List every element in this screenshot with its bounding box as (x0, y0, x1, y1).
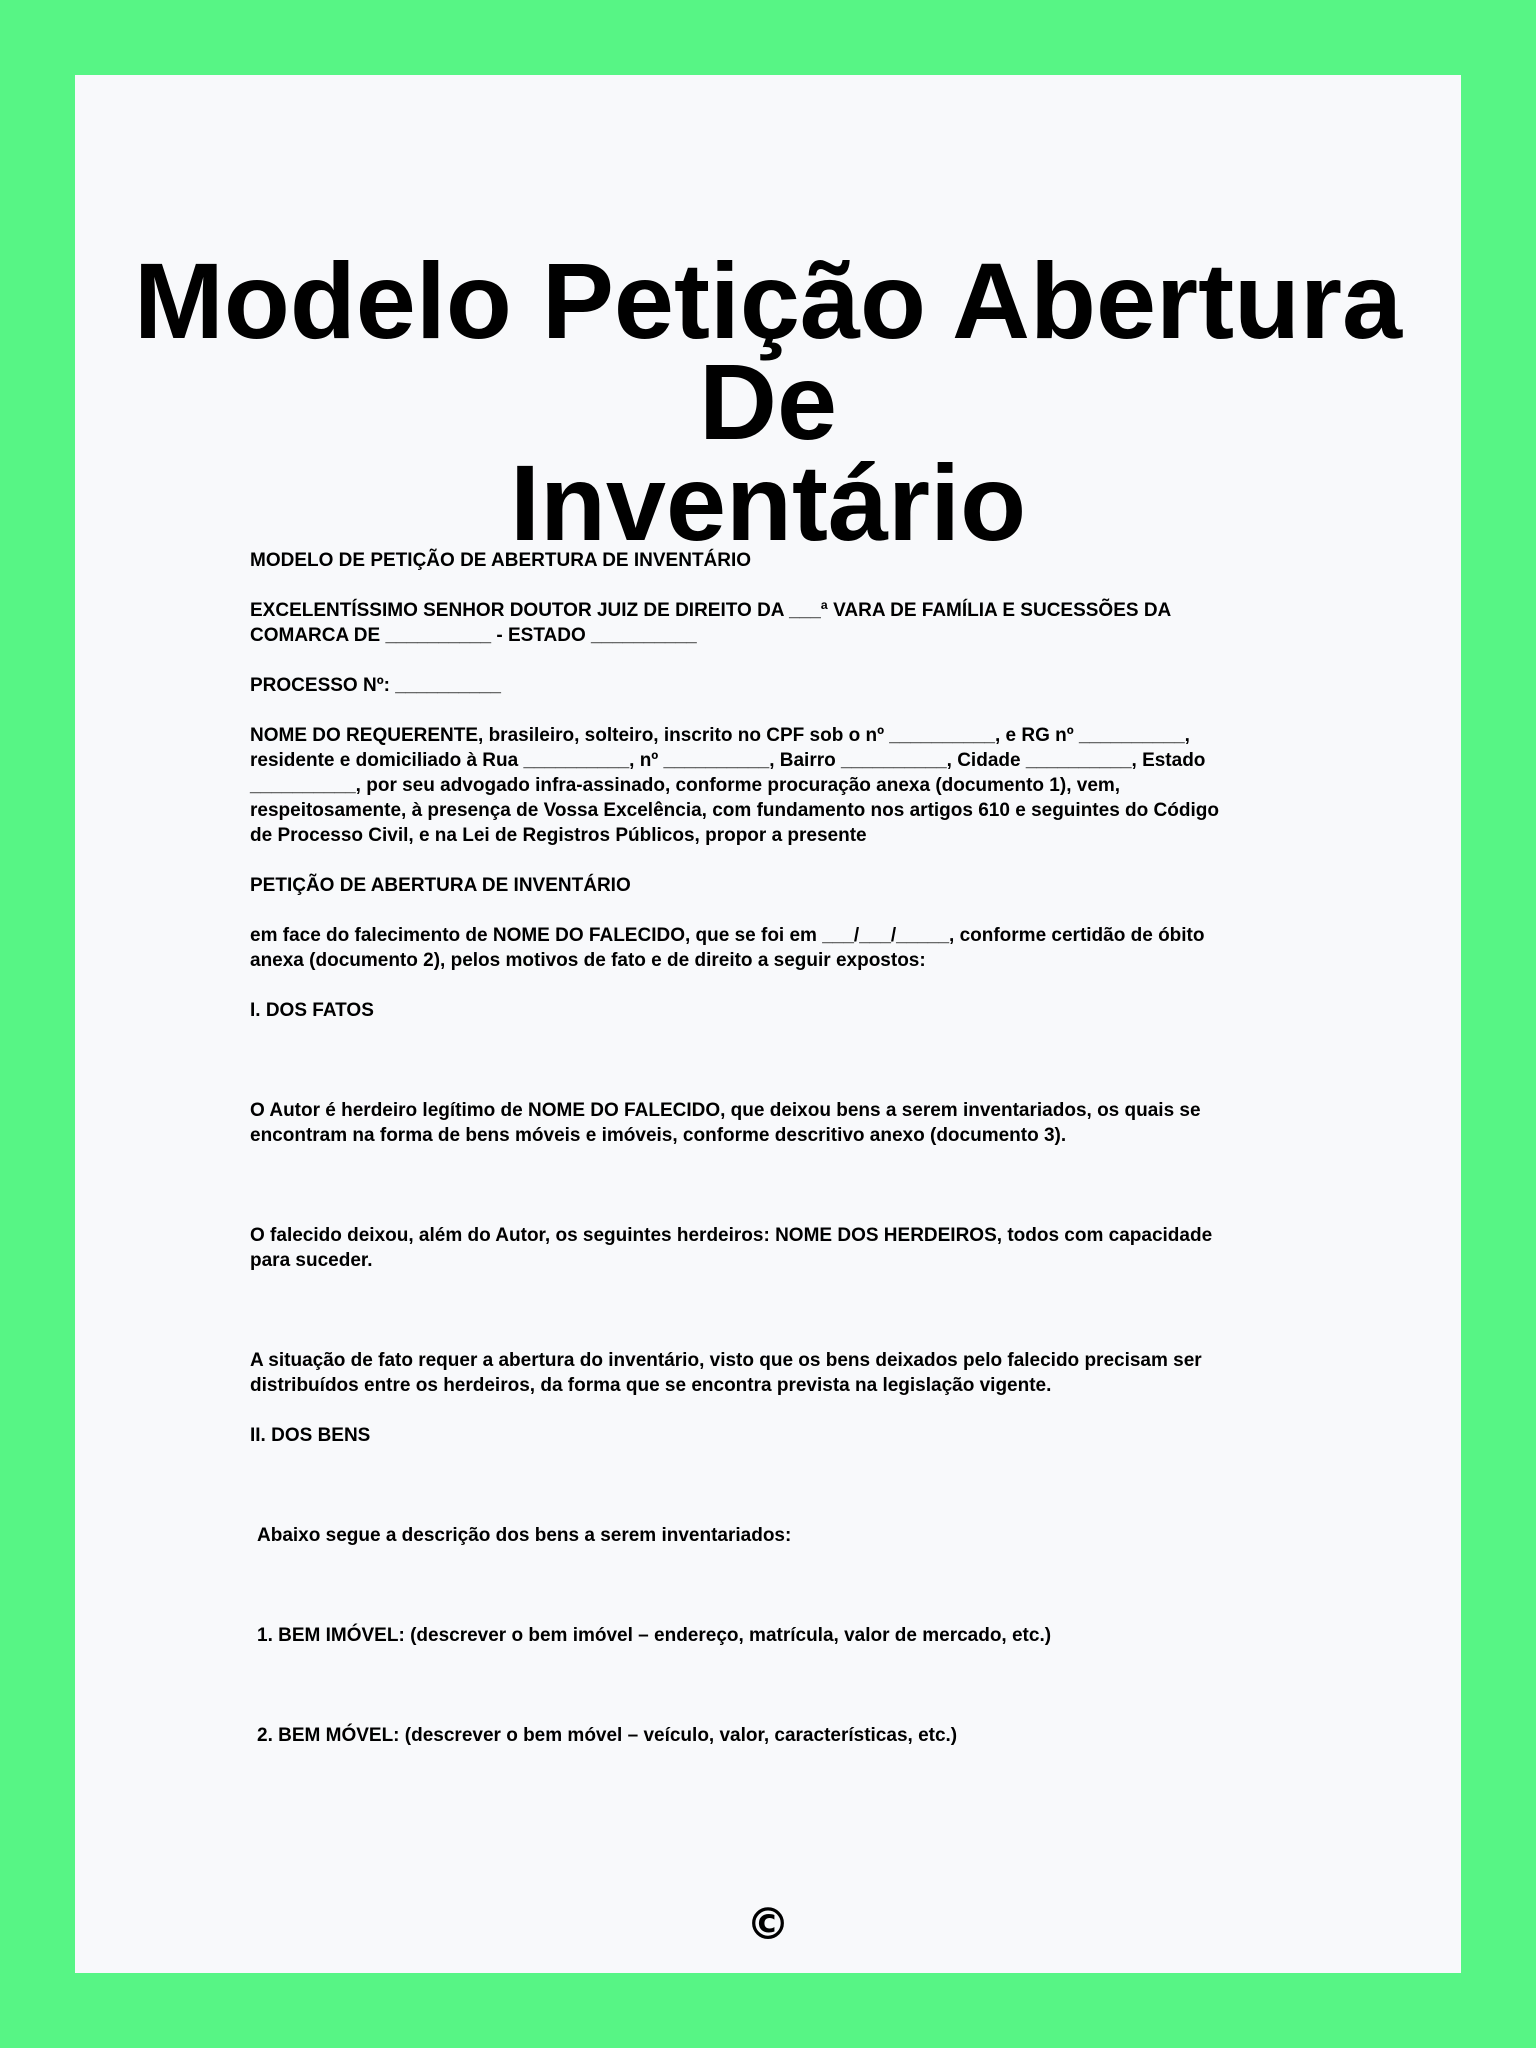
page-title-line-2: Inventário (509, 442, 1027, 563)
document-heading: MODELO DE PETIÇÃO DE ABERTURA DE INVENTÁRIO (250, 550, 752, 571)
section-assets-heading: II. DOS BENS (250, 1425, 371, 1446)
asset-item-2: 2. BEM MÓVEL: (descrever o bem móvel – veículo, valor, características, etc.) (257, 1725, 958, 1746)
fact-paragraph-2: O falecido deixou, além do Autor, os seguintes herdeiros: NOME DOS HERDEIROS, todos com capacidade para suceder. (250, 1225, 1213, 1271)
qualification-paragraph: NOME DO REQUERENTE, brasileiro, solteiro, inscrito no CPF sob o nº __________, e RG nº __________, residente e domiciliado à Rua __________, nº __________, Bairro __________, Cidade __________, Estado __________, por seu advogado infra-assinado, conforme procuração anexa (documento 1), vem, respeitosamente, à presença de Vossa Excelência, com fundamento nos artigos 610 e seguintes do Código de Processo Civil, e na Lei de Registros Públicos, propor a presente (250, 725, 1219, 846)
copyright-symbol: © (746, 1899, 790, 1950)
document-body (250, 548, 1360, 1748)
page-title-line-1: Modelo Petição Abertura De (133, 240, 1403, 462)
section-facts-heading: I. DOS FATOS (250, 1000, 374, 1021)
asset-item-1: 1. BEM IMÓVEL: (descrever o bem imóvel – endereço, matrícula, valor de mercado, etc.) (257, 1625, 1052, 1646)
fact-paragraph-3: A situação de fato requer a abertura do inventário, visto que os bens deixados pelo falecido precisam ser distribuídos entre os herdeiros, da forma que se encontra prevista na legislação vigente. (250, 1350, 1202, 1396)
addressee-paragraph: EXCELENTÍSSIMO SENHOR DOUTOR JUIZ DE DIREITO DA ___ª VARA DE FAMÍLIA E SUCESSÕES DA COMARCA DE __________ - ESTADO __________ (250, 600, 1172, 646)
petition-title: PETIÇÃO DE ABERTURA DE INVENTÁRIO (250, 875, 631, 896)
document-page (75, 75, 1461, 1973)
process-number: PROCESSO Nº: __________ (250, 675, 501, 696)
intro-paragraph: em face do falecimento de NOME DO FALECIDO, que se foi em ___/___/_____, conforme certidão de óbito anexa (documento 2), pelos motivos de fato e de direito a seguir expostos: (250, 925, 1205, 971)
assets-intro: Abaixo segue a descrição dos bens a serem inventariados: (257, 1525, 792, 1546)
fact-paragraph-1: O Autor é herdeiro legítimo de NOME DO FALECIDO, que deixou bens a serem inventariados, os quais se encontram na forma de bens móveis e imóveis, conforme descritivo anexo (documento 3). (250, 1100, 1201, 1146)
